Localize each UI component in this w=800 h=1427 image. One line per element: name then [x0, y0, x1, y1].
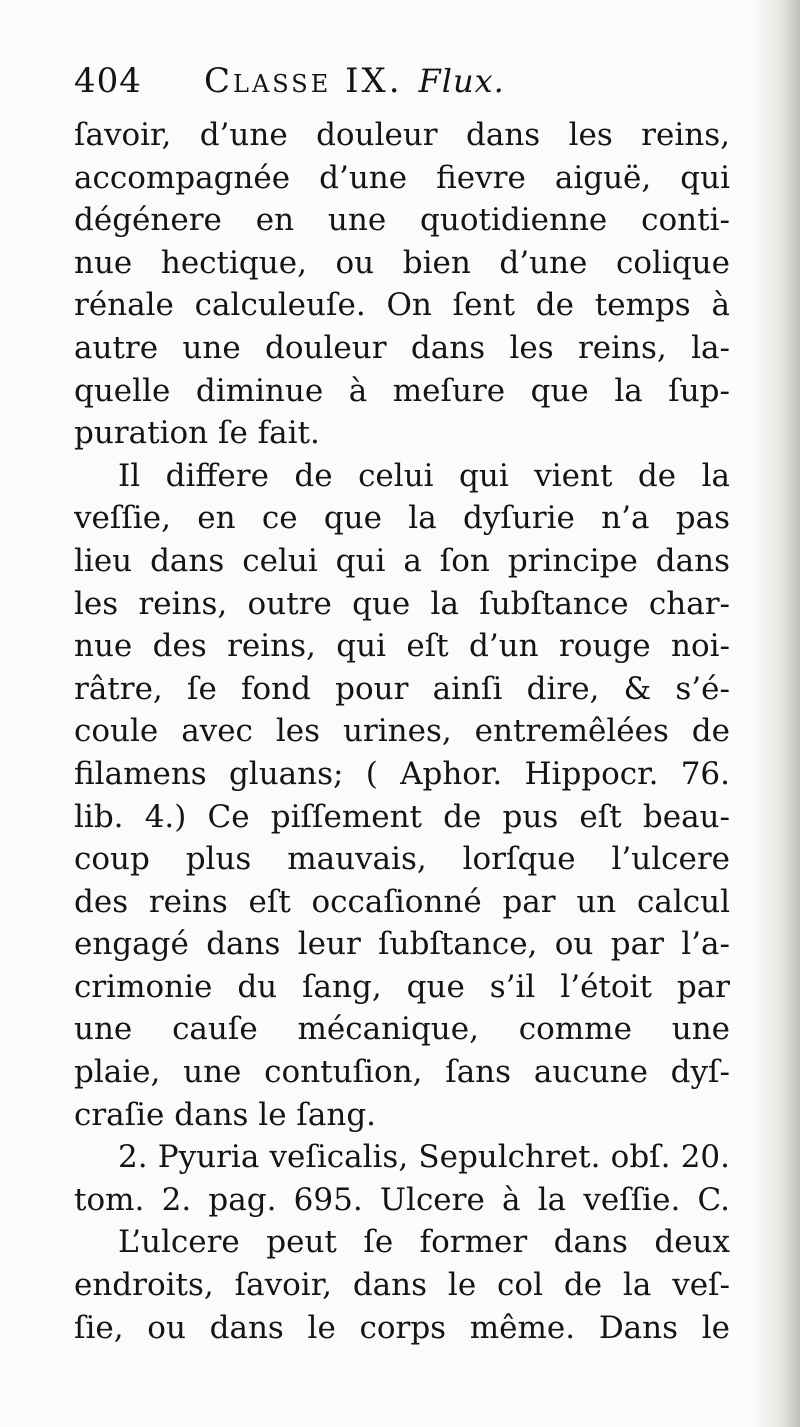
section-subtitle: Flux.: [418, 62, 505, 100]
text-line: veſſie, en ce que la dyſurie n’a pas: [74, 500, 730, 537]
text-line: une cauſe mécanique, comme une: [74, 1011, 730, 1048]
text-line: coule avec les urines, entremêlées de: [74, 713, 730, 750]
text-line: les reins, outre que la ſubſtance char-: [74, 585, 730, 622]
running-head: [74, 48, 730, 114]
text-line: rénale calculeuſe. On ſent de temps à: [74, 287, 730, 324]
page-number: 404: [74, 61, 142, 101]
text-line: crimonie du ſang, que s’il l’étoit par: [74, 968, 730, 1005]
text-line: endroits, ſavoir, dans le col de la veſ-: [74, 1267, 730, 1304]
text-line: puration ſe fait.: [74, 415, 320, 452]
text-line: autre une douleur dans les reins, la-: [74, 329, 730, 366]
text-line: tom. 2. pag. 695. Ulcere à la veſſie. C.: [74, 1181, 730, 1218]
text-line: Il differe de celui qui vient de la: [118, 457, 730, 494]
text-line: quelle diminue à meſure que la ſup-: [74, 372, 730, 409]
text-line: 2. Pyuria veſicalis, Sepulchret. obſ. 20.: [118, 1139, 730, 1176]
text-line: des reins eſt occaſionné par un calcul: [74, 883, 730, 920]
binding-shadow: [754, 0, 800, 1427]
text-line: accompagnée d’une fievre aiguë, qui: [74, 159, 730, 196]
text-line: filamens gluans; ( Aphor. Hippocr. 76.: [74, 755, 730, 792]
text-line: lieu dans celui qui a ſon principe dans: [74, 542, 730, 579]
text-line: râtre, ſe fond pour ainſi dire, & s’é-: [74, 670, 730, 707]
text-line: nue hectique, ou bien d’une colique: [74, 244, 730, 281]
text-line: L’ulcere peut ſe former dans deux: [118, 1224, 730, 1261]
text-line: ſie, ou dans le corps même. Dans le: [74, 1309, 730, 1346]
text-line: plaie, une contuſion, ſans aucune dyſ-: [74, 1054, 730, 1091]
text-line: craſie dans le ſang.: [74, 1096, 377, 1133]
text-line: lib. 4.) Ce piſſement de pus eſt beau-: [74, 798, 730, 835]
text-line: nue des reins, qui eſt d’un rouge noi-: [74, 628, 730, 665]
text-line: dégénere en une quotidienne conti-: [74, 202, 730, 239]
section-title: Classe IX.: [204, 61, 403, 101]
text-line: engagé dans leur ſubſtance, ou par l’a-: [74, 926, 730, 963]
text-line: ſavoir, d’une douleur dans les reins,: [74, 117, 730, 153]
text-line: coup plus mauvais, lorſque l’ulcere: [74, 841, 730, 878]
page-text-block: [74, 48, 730, 1349]
